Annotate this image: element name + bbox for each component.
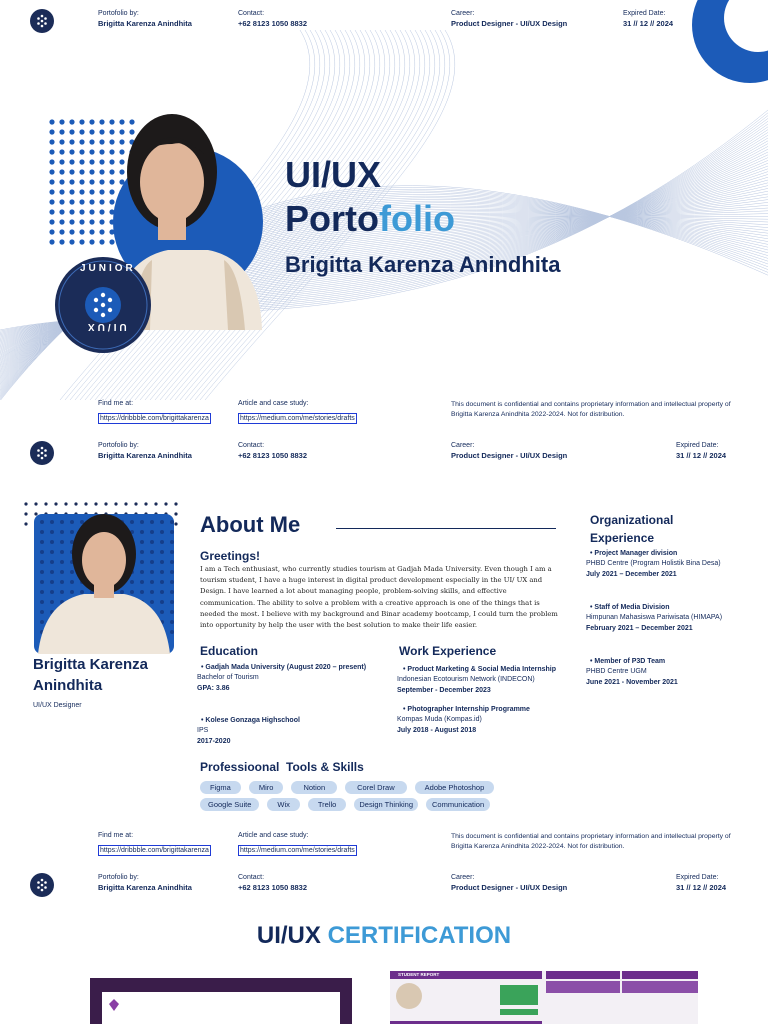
- work-2-line1: Kompas Muda (Kompas.id): [397, 716, 482, 724]
- work-heading: Work Experience: [399, 644, 497, 658]
- org-3-line1: PHBD Centre UGM: [586, 668, 647, 676]
- cert-title-a: UI/UX: [256, 922, 321, 949]
- brand-logo-2: [30, 441, 54, 465]
- career-label: Career:: [451, 10, 475, 17]
- contact-value: +62 8123 1050 8832: [238, 883, 308, 892]
- hero-section: [0, 0, 768, 432]
- education-1-line1: Bachelor of Tourism: [197, 674, 259, 682]
- about-heading-rule: [336, 528, 556, 529]
- expired-value: 31 // 12 // 2024: [623, 19, 674, 28]
- org-2-line2: February 2021 – December 2021: [586, 624, 693, 632]
- tools-heading: Professioonal Tools & Skills: [200, 760, 364, 774]
- org-item-3: • Member of P3D Team PHBD Centre UGM June 2021 - November 2021: [586, 657, 736, 688]
- tool-pill: Adobe Photoshop: [415, 781, 495, 794]
- hero-title-porto: Porto: [285, 198, 379, 239]
- about-body: I am a Tech enthusiast, who currently studies tourism at Gadjah Mada University. Even though I am a tourism student, I have a huge interest in digital product development especially in the UI/ UX and Design. I have learned a lot about managing people, problem-solving skills, and effective communication. The ability to solve a problem with a creative approach is one of the things that is needed the most. I believe with my background and Binar academy bootcamp, I could turn the problem into opportunity by help the user with the best solution to make their life easier.: [200, 565, 558, 630]
- brand-logo: [30, 9, 54, 33]
- org-1-title: Project Manager division: [594, 550, 678, 557]
- about-photo: [24, 502, 180, 658]
- greeting: Greetings!: [200, 549, 261, 563]
- education-heading: Education: [200, 644, 259, 658]
- dribbble-link[interactable]: https://dribbble.com/brigittakarenza: [100, 415, 209, 422]
- work-item-1: • Product Marketing & Social Media Internship Indonesian Ecotourism Network (INDECON) September - December 2023: [397, 665, 577, 696]
- career-value: Product Designer - UI/UX Design: [451, 451, 568, 460]
- tools-row-1: [200, 777, 502, 795]
- work-1-line2: September - December 2023: [397, 686, 491, 694]
- article-label: Article and case study:: [238, 832, 309, 839]
- hero-title-line2: [285, 198, 455, 240]
- hero-title-folio: folio: [379, 198, 455, 239]
- student-report-thumbnail[interactable]: [390, 971, 698, 1024]
- org-2-line1: Himpunan Mahasiswa Pariwisata (HIMAPA): [586, 614, 723, 622]
- org-item-2: • Staff of Media Division Himpunan Mahasiswa Pariwisata (HIMAPA) February 2021 – December 2021: [586, 603, 736, 634]
- work-2-title: Photographer Internship Programme: [407, 706, 530, 713]
- work-item-2: • Photographer Internship Programme Kompas Muda (Kompas.id) July 2018 - August 2018: [397, 705, 577, 736]
- expired-value: 31 // 12 // 2024: [676, 451, 727, 460]
- cert-section: [0, 864, 768, 1024]
- confidential-note: This document is confidential and contains proprietary information and intellectual property of Brigitta Karenza Anindhita 2022-2024. Not for distribution.: [451, 833, 731, 850]
- education-item-1: • Gadjah Mada University (August 2020 – present) Bachelor of Tourism GPA: 3.86: [197, 663, 377, 694]
- tools-row-2: [200, 794, 498, 812]
- education-1-line2: GPA: 3.86: [197, 684, 230, 692]
- about-heading: About Me: [200, 512, 301, 537]
- cert-title-b: CERTIFICATION: [327, 922, 512, 949]
- badge-bottom-text: UI/UX: [85, 321, 127, 332]
- badge-top-text: JUNIOR: [80, 263, 136, 274]
- tool-pill: Miro: [249, 781, 284, 794]
- education-2-line1: IPS: [197, 727, 209, 735]
- brand-logo-3: [30, 873, 54, 897]
- org-heading: [590, 511, 673, 547]
- work-1-line1: Indonesian Ecotourism Network (INDECON): [397, 676, 535, 684]
- hero-name: Brigitta Karenza Anindhita: [285, 252, 561, 277]
- tool-pill: Figma: [200, 781, 241, 794]
- career-label: Career:: [451, 874, 475, 881]
- hero-title-line1: UI/UX: [285, 154, 382, 195]
- contact-value: +62 8123 1050 8832: [238, 19, 308, 28]
- expired-label: Expired Date:: [676, 442, 719, 449]
- education-item-2: • Kolese Gonzaga Highschool IPS 2017-2020: [197, 716, 377, 747]
- portofolio-label: Portofolio by:: [98, 10, 139, 17]
- about-name: Brigitta Karenza Anindhita: [33, 656, 149, 694]
- expired-value: 31 // 12 // 2024: [676, 883, 727, 892]
- cert-title: [0, 922, 768, 950]
- confidential-note: This document is confidential and contains proprietary information and intellectual property of Brigitta Karenza Anindhita 2022-2024. Not for distribution.: [451, 401, 731, 418]
- org-2-title: Staff of Media Division: [594, 604, 670, 611]
- portofolio-value: Brigitta Karenza Anindhita: [98, 883, 192, 892]
- about-section: [0, 432, 768, 864]
- org-heading-line1: Organizational: [590, 513, 674, 527]
- tool-pill: Corel Draw: [345, 781, 407, 794]
- career-value: Product Designer - UI/UX Design: [451, 19, 568, 28]
- student-report-label: STUDENT REPORT: [398, 972, 440, 977]
- org-item-1: • Project Manager division PHBD Centre (Program Holistik Bina Desa) July 2021 – December 2021: [586, 549, 736, 580]
- tool-pill: Design Thinking: [354, 798, 418, 811]
- tool-pill: Wix: [267, 798, 300, 811]
- org-3-line2: June 2021 - November 2021: [586, 678, 678, 686]
- org-3-title: Member of P3D Team: [594, 658, 666, 665]
- about-role: UI/UX Designer: [33, 702, 82, 709]
- binar-logo-icon: [108, 998, 120, 1012]
- find-label: Find me at:: [98, 832, 134, 839]
- portofolio-value: Brigitta Karenza Anindhita: [98, 451, 192, 460]
- career-label: Career:: [451, 442, 475, 449]
- portofolio-label: Portofolio by:: [98, 442, 139, 449]
- work-1-title: Product Marketing & Social Media Internship: [407, 666, 556, 673]
- corner-ring: [680, 0, 768, 110]
- education-2-line2: 2017-2020: [197, 737, 231, 745]
- contact-label: Contact:: [238, 874, 265, 881]
- article-label: Article and case study:: [238, 400, 309, 407]
- find-label: Find me at:: [98, 400, 134, 407]
- org-heading-line2: Experience: [590, 531, 655, 545]
- medium-link[interactable]: https://medium.com/me/stories/drafts: [240, 847, 355, 854]
- hero-photo-composition: [40, 110, 270, 360]
- org-1-line2: July 2021 – December 2021: [586, 570, 677, 578]
- career-value: Product Designer - UI/UX Design: [451, 883, 568, 892]
- certificate-thumbnail[interactable]: [90, 978, 352, 1024]
- expired-label: Expired Date:: [676, 874, 719, 881]
- dribbble-link[interactable]: https://dribbble.com/brigittakarenza: [100, 847, 209, 854]
- education-2-title: Kolese Gonzaga Highschool: [205, 717, 300, 724]
- work-2-line2: July 2018 - August 2018: [397, 726, 477, 734]
- education-1-title: Gadjah Mada University (August 2020 – present): [205, 664, 367, 671]
- tool-pill: Communication: [426, 798, 490, 811]
- portofolio-label: Portofolio by:: [98, 874, 139, 881]
- expired-label: Expired Date:: [623, 10, 666, 17]
- medium-link[interactable]: https://medium.com/me/stories/drafts: [240, 415, 355, 422]
- portofolio-value: Brigitta Karenza Anindhita: [98, 19, 192, 28]
- tool-pill: Trello: [308, 798, 346, 811]
- contact-label: Contact:: [238, 10, 265, 17]
- tool-pill: Notion: [291, 781, 337, 794]
- contact-value: +62 8123 1050 8832: [238, 451, 308, 460]
- org-1-line1: PHBD Centre (Program Holistik Bina Desa): [586, 560, 721, 568]
- tool-pill: Google Suite: [200, 798, 259, 811]
- contact-label: Contact:: [238, 442, 265, 449]
